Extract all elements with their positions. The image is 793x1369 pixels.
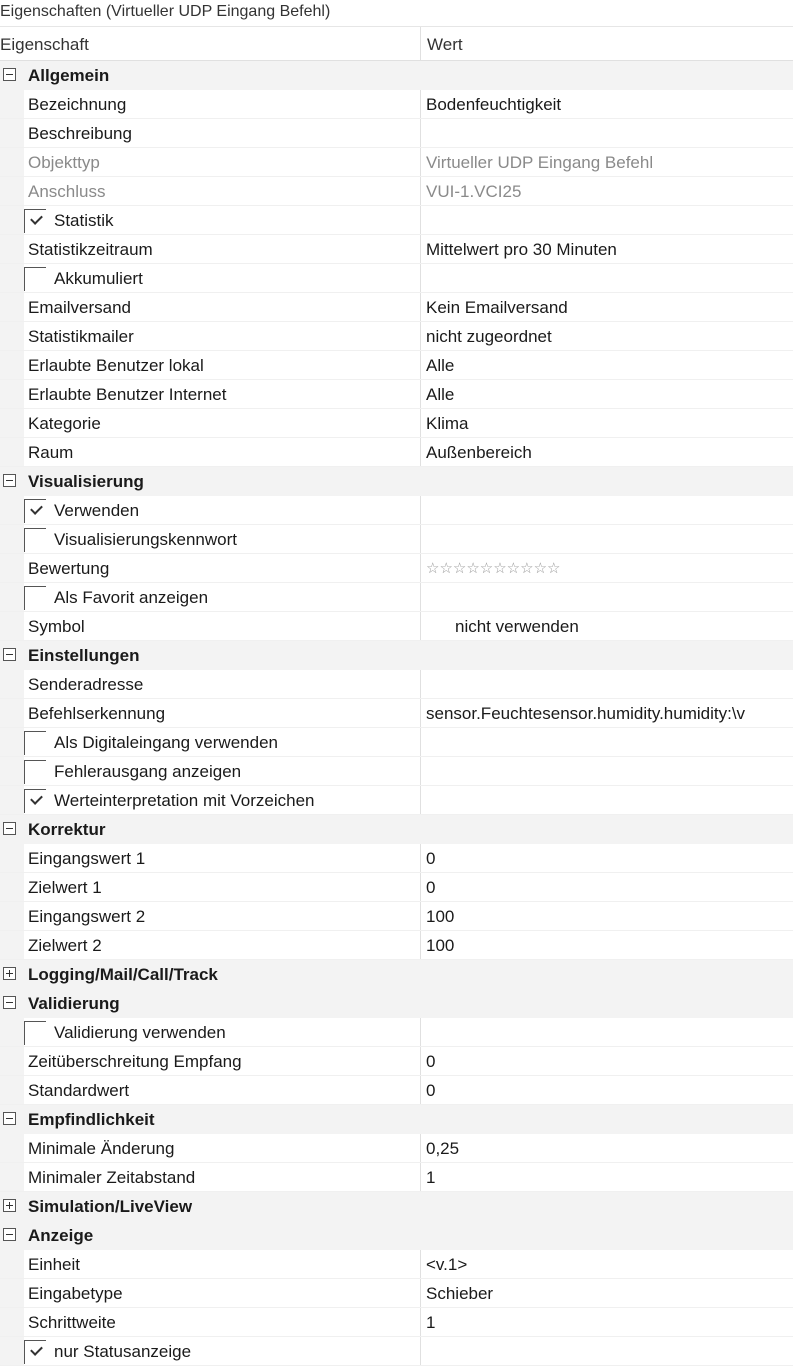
property-row-zeitueberschreitung[interactable] <box>0 1047 793 1076</box>
favorit-checkbox[interactable] <box>24 586 46 610</box>
property-row-min-zeitabstand[interactable] <box>0 1163 793 1192</box>
property-row-kategorie[interactable] <box>0 409 793 438</box>
property-name: Statistikzeitraum <box>24 235 421 263</box>
vorzeichen-checkbox[interactable] <box>24 789 46 813</box>
property-name: Zielwert 1 <box>24 873 421 901</box>
property-value[interactable] <box>421 119 793 147</box>
property-value[interactable]: Kein Emailversand <box>426 298 568 317</box>
collapse-icon[interactable] <box>3 1228 16 1241</box>
category-label: Einstellungen <box>28 646 140 665</box>
property-name: Verwenden <box>54 501 140 520</box>
property-row-akkumuliert[interactable] <box>0 264 793 293</box>
collapse-icon[interactable] <box>3 68 16 81</box>
akkumuliert-checkbox[interactable] <box>24 267 46 291</box>
property-row-zielwert1[interactable] <box>0 873 793 902</box>
rating-stars-icon[interactable]: ☆☆☆☆☆☆☆☆☆☆ <box>426 560 561 577</box>
property-row-senderadresse[interactable] <box>0 670 793 699</box>
property-name: Objekttyp <box>24 148 421 176</box>
property-value[interactable]: <v.1> <box>426 1255 468 1274</box>
property-name: nur Statusanzeige <box>54 1342 192 1361</box>
property-value[interactable]: Bodenfeuchtigkeit <box>426 95 562 114</box>
property-name: Kategorie <box>24 409 421 437</box>
property-name: Statistikmailer <box>24 322 421 350</box>
property-value[interactable]: 100 <box>426 907 455 926</box>
category-label: Empfindlichkeit <box>28 1110 155 1129</box>
property-value[interactable]: 1 <box>426 1313 436 1332</box>
property-name: Bezeichnung <box>24 90 421 118</box>
property-name: Zielwert 2 <box>24 931 421 959</box>
property-name: Anschluss <box>24 177 421 205</box>
property-name: Zeitüberschreitung Empfang <box>24 1047 421 1075</box>
property-name: Minimale Änderung <box>24 1134 421 1162</box>
property-row-statistik[interactable] <box>0 206 793 235</box>
collapse-icon[interactable] <box>3 474 16 487</box>
property-value[interactable]: Schieber <box>426 1284 494 1303</box>
property-row-eingangswert2[interactable] <box>0 902 793 931</box>
category-label: Logging/Mail/Call/Track <box>28 965 218 984</box>
property-row-befehlserkennung[interactable] <box>0 699 793 728</box>
column-header-property[interactable]: Eigenschaft <box>0 27 421 60</box>
property-name: Schrittweite <box>24 1308 421 1336</box>
property-name: Visualisierungskennwort <box>54 530 238 549</box>
validierung-checkbox[interactable] <box>24 1021 46 1045</box>
property-name: Standardwert <box>24 1076 421 1104</box>
property-name: Werteinterpretation mit Vorzeichen <box>54 791 315 810</box>
property-name: Als Favorit anzeigen <box>54 588 209 607</box>
property-value: VUI-1.VCI25 <box>426 182 522 201</box>
column-header-value[interactable]: Wert <box>427 35 463 54</box>
property-value[interactable]: Klima <box>426 414 469 433</box>
property-row-bezeichnung[interactable] <box>0 90 793 119</box>
property-row-statusanzeige[interactable] <box>0 1337 793 1366</box>
category-validierung[interactable] <box>0 989 793 1018</box>
property-name: Senderadresse <box>24 670 421 698</box>
property-row-statistikmailer[interactable] <box>0 322 793 351</box>
property-name: Statistik <box>54 211 114 230</box>
property-value[interactable]: Alle <box>426 385 455 404</box>
property-value[interactable]: nicht zugeordnet <box>426 327 552 346</box>
property-name: Symbol <box>24 612 421 640</box>
collapse-icon[interactable] <box>3 648 16 661</box>
category-korrektur[interactable] <box>0 815 793 844</box>
property-row-raum[interactable] <box>0 438 793 467</box>
category-empfindlichkeit[interactable] <box>0 1105 793 1134</box>
verwenden-checkbox[interactable] <box>24 499 46 523</box>
property-name: Erlaubte Benutzer Internet <box>24 380 421 408</box>
property-name: Emailversand <box>24 293 421 321</box>
property-name: Bewertung <box>24 554 421 582</box>
property-value[interactable]: Außenbereich <box>426 443 532 462</box>
property-name: Minimaler Zeitabstand <box>24 1163 421 1191</box>
property-name: Erlaubte Benutzer lokal <box>24 351 421 379</box>
property-value[interactable]: Mittelwert pro 30 Minuten <box>426 240 617 259</box>
category-label: Allgemein <box>28 66 110 85</box>
grid-header <box>0 27 793 61</box>
property-value[interactable]: sensor.Feuchtesensor.humidity.humidity:\v <box>426 704 746 723</box>
property-name: Raum <box>24 438 421 466</box>
property-row-digitaleingang[interactable] <box>0 728 793 757</box>
category-anzeige[interactable] <box>0 1221 793 1250</box>
property-value[interactable]: Alle <box>426 356 455 375</box>
kennwort-checkbox[interactable] <box>24 528 46 552</box>
property-row-visualisierungskennwort[interactable] <box>0 525 793 554</box>
property-value[interactable]: nicht verwenden <box>455 617 579 636</box>
property-row-zielwert2[interactable] <box>0 931 793 960</box>
property-row-objekttyp <box>0 148 793 177</box>
property-row-favorit[interactable] <box>0 583 793 612</box>
property-row-vorzeichen[interactable] <box>0 786 793 815</box>
category-simulation[interactable] <box>0 1192 793 1221</box>
property-value[interactable]: 0 <box>426 849 436 868</box>
expand-icon[interactable] <box>3 1199 16 1212</box>
property-value: Virtueller UDP Eingang Befehl <box>426 153 654 172</box>
category-visualisierung[interactable] <box>0 467 793 496</box>
category-label: Korrektur <box>28 820 106 839</box>
category-logging[interactable] <box>0 960 793 989</box>
property-row-einheit[interactable] <box>0 1250 793 1279</box>
property-row-validierung-verwenden[interactable] <box>0 1018 793 1047</box>
property-row-anschluss <box>0 177 793 206</box>
collapse-icon[interactable] <box>3 1112 16 1125</box>
property-name: Befehlserkennung <box>24 699 421 727</box>
property-row-emailversand[interactable] <box>0 293 793 322</box>
category-label: Validierung <box>28 994 120 1013</box>
expand-icon[interactable] <box>3 967 16 980</box>
category-label: Simulation/LiveView <box>28 1197 193 1216</box>
property-value[interactable] <box>421 670 793 698</box>
statistik-checkbox[interactable] <box>24 209 46 233</box>
category-allgemein[interactable] <box>0 61 793 90</box>
property-name: Eingangswert 1 <box>24 844 421 872</box>
statusanzeige-checkbox[interactable] <box>24 1340 46 1364</box>
property-row-benutzer-lokal[interactable] <box>0 351 793 380</box>
window-title: Eigenschaften (Virtueller UDP Eingang Befehl) <box>0 0 793 27</box>
property-name: Fehlerausgang anzeigen <box>54 762 242 781</box>
property-name: Einheit <box>24 1250 421 1278</box>
property-row-fehlerausgang[interactable] <box>0 757 793 786</box>
property-row-bewertung[interactable] <box>0 554 793 583</box>
property-row-eingangswert1[interactable] <box>0 844 793 873</box>
digitaleingang-checkbox[interactable] <box>24 731 46 755</box>
property-grid <box>0 61 793 1366</box>
property-row-statistikzeitraum[interactable] <box>0 235 793 264</box>
collapse-icon[interactable] <box>3 996 16 1009</box>
property-row-schrittweite[interactable] <box>0 1308 793 1337</box>
property-value[interactable]: 0 <box>426 1052 436 1071</box>
category-label: Visualisierung <box>28 472 144 491</box>
property-row-eingabetype[interactable] <box>0 1279 793 1308</box>
property-name: Eingabetype <box>24 1279 421 1307</box>
property-value[interactable]: 100 <box>426 936 455 955</box>
property-name: Akkumuliert <box>54 269 143 288</box>
category-einstellungen[interactable] <box>0 641 793 670</box>
property-name: Beschreibung <box>24 119 421 147</box>
collapse-icon[interactable] <box>3 822 16 835</box>
property-value[interactable]: 0 <box>426 878 436 897</box>
property-value[interactable]: 0,25 <box>426 1139 460 1158</box>
property-value[interactable]: 1 <box>426 1168 436 1187</box>
fehlerausgang-checkbox[interactable] <box>24 760 46 784</box>
property-name: Eingangswert 2 <box>24 902 421 930</box>
property-row-verwenden[interactable] <box>0 496 793 525</box>
property-row-symbol[interactable] <box>0 612 793 641</box>
property-row-beschreibung[interactable] <box>0 119 793 148</box>
property-name: Validierung verwenden <box>54 1023 226 1042</box>
property-row-standardwert[interactable] <box>0 1076 793 1105</box>
property-row-benutzer-internet[interactable] <box>0 380 793 409</box>
property-row-min-aenderung[interactable] <box>0 1134 793 1163</box>
category-label: Anzeige <box>28 1226 94 1245</box>
property-name: Als Digitaleingang verwenden <box>54 733 278 752</box>
property-value[interactable]: 0 <box>426 1081 436 1100</box>
